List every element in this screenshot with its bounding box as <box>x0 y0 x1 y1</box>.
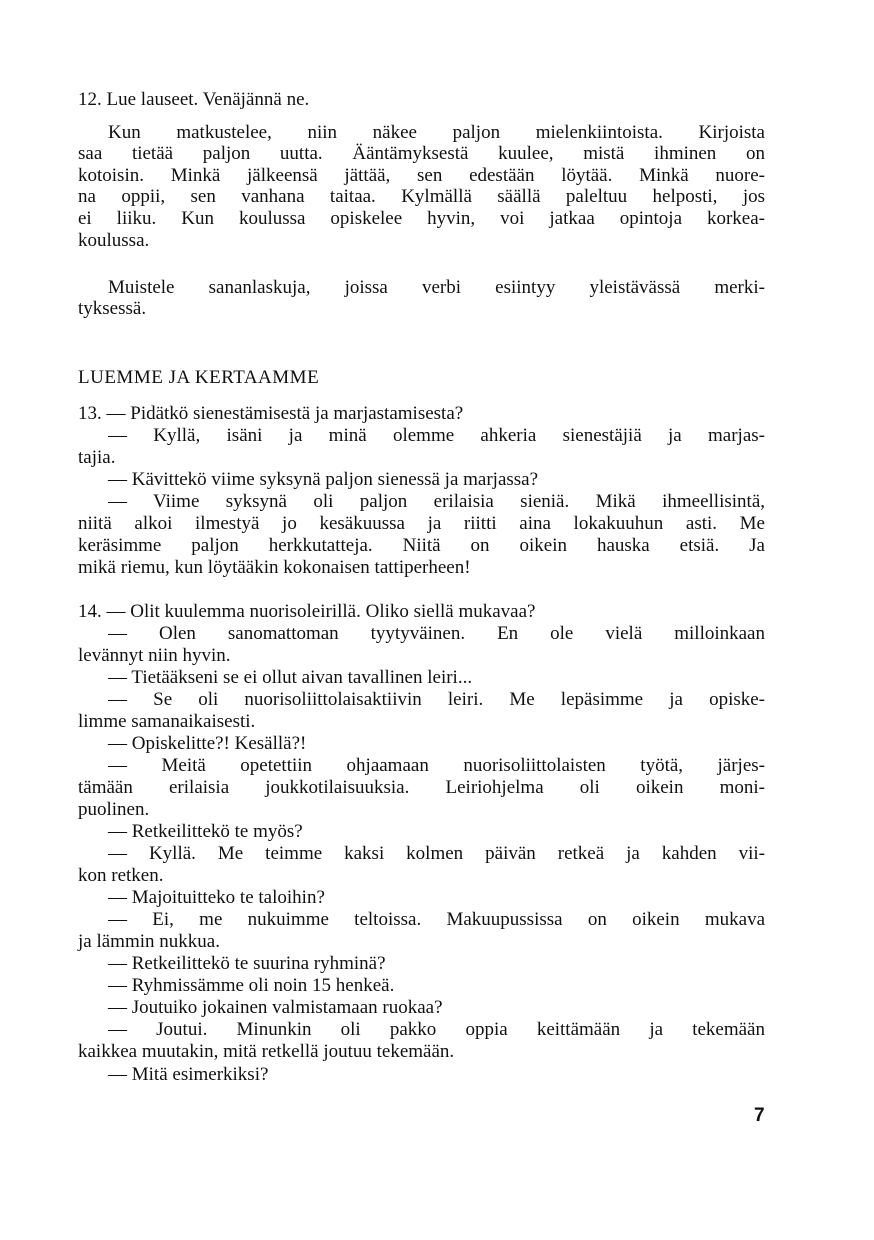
text-line: — Retkeilittekö te myös? <box>108 821 303 842</box>
text-line: — Ryhmissämme oli noin 15 henkeä. <box>108 975 395 996</box>
text-line: ja lämmin nukkua. <box>78 931 220 952</box>
text-line: puolinen. <box>78 799 150 820</box>
text-line: 14. — Olit kuulemma nuorisoleirillä. Oliko siellä mukavaa? <box>78 601 536 622</box>
text-line: — Tietääkseni se ei ollut aivan tavallinen leiri... <box>108 667 473 688</box>
text-line: ei liiku. Kun koulussa opiskelee hyvin, voi jatkaa opintoja korkea- <box>78 208 765 229</box>
text-line: 12. Lue lauseet. Venäjännä ne. <box>78 89 310 110</box>
text-line: — Joutuiko jokainen valmistamaan ruokaa? <box>108 997 443 1018</box>
text-line: — Olen sanomattoman tyytyväinen. En ole vielä milloinkaan <box>108 623 765 644</box>
text-line: kon retken. <box>78 865 164 886</box>
text-line: Muistele sananlaskuja, joissa verbi esiintyy yleistävässä merki- <box>108 277 765 298</box>
text-line: mikä riemu, kun löytääkin kokonaisen tattiperheen! <box>78 557 471 578</box>
text-line: — Kyllä. Me teimme kaksi kolmen päivän retkeä ja kahden vii- <box>108 843 765 864</box>
section-heading: LUEMME JA KERTAAMME <box>78 367 320 388</box>
text-line: — Majoituitteko te taloihin? <box>108 887 325 908</box>
text-line: koulussa. <box>78 230 150 251</box>
text-line: niitä alkoi ilmestyä jo kesäkuussa ja riitti aina lokakuuhun asti. Me <box>78 513 765 534</box>
text-line: tyksessä. <box>78 298 147 319</box>
text-line: — Ei, me nukuimme teltoissa. Makuupussissa on oikein mukava <box>108 909 765 930</box>
text-line: — Kyllä, isäni ja minä olemme ahkeria sienestäjiä ja marjas- <box>108 425 765 446</box>
text-line: — Viime syksynä oli paljon erilaisia sieniä. Mikä ihmeellisintä, <box>108 491 765 512</box>
text-line: — Kävittekö viime syksynä paljon sienessä ja marjassa? <box>108 469 539 490</box>
text-line: — Retkeilittekö te suurina ryhminä? <box>108 953 386 974</box>
text-line: levännyt niin hyvin. <box>78 645 231 666</box>
text-line: na oppii, sen vanhana taitaa. Kylmällä säällä paleltuu helposti, jos <box>78 186 765 207</box>
text-line: — Mitä esimerkiksi? <box>108 1064 269 1085</box>
text-line: saa tietää paljon uutta. Ääntämyksestä kuulee, mistä ihminen on <box>78 143 765 164</box>
text-line: — Joutui. Minunkin oli pakko oppia keittämään ja tekemään <box>108 1019 765 1040</box>
text-line: keräsimme paljon herkkutatteja. Niitä on oikein hauska etsiä. Ja <box>78 535 765 556</box>
text-line: 13. — Pidätkö sienestämisestä ja marjastamisesta? <box>78 403 464 424</box>
text-line: limme samanaikaisesti. <box>78 711 256 732</box>
text-line: kotoisin. Minkä jälkeensä jättää, sen edestään löytää. Minkä nuore- <box>78 165 765 186</box>
text-line: — Opiskelitte?! Kesällä?! <box>108 733 307 754</box>
text-line: — Meitä opetettiin ohjaamaan nuorisoliittolaisten työtä, järjes- <box>108 755 765 776</box>
page-number: 7 <box>754 1105 765 1126</box>
text-line: — Se oli nuorisoliittolaisaktiivin leiri. Me lepäsimme ja opiske- <box>108 689 765 710</box>
text-line: kaikkea muutakin, mitä retkellä joutuu tekemään. <box>78 1041 455 1062</box>
text-line: tämään erilaisia joukkotilaisuuksia. Leiriohjelma oli oikein moni- <box>78 777 765 798</box>
text-line: tajia. <box>78 447 116 468</box>
text-line: Kun matkustelee, niin näkee paljon mielenkiintoista. Kirjoista <box>108 122 765 143</box>
